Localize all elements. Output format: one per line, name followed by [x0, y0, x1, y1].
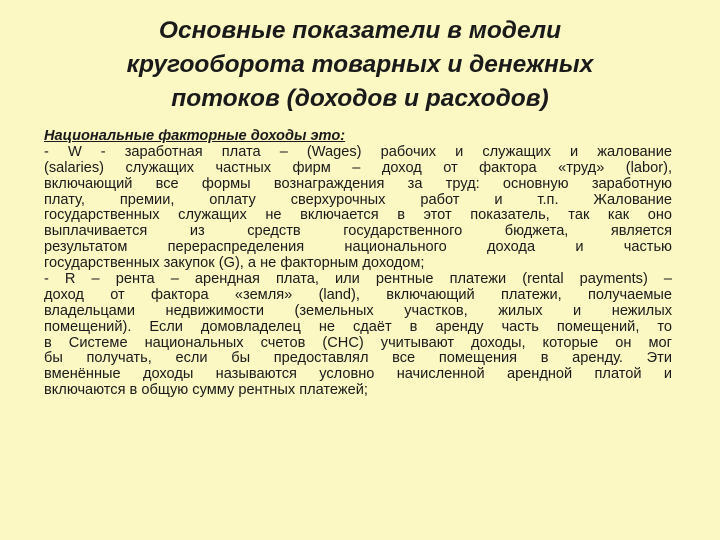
title-line-2: кругооборота товарных и денежных	[126, 51, 594, 78]
body-line-5: государственных служащих не включается в этот показатель, так как оно	[44, 208, 672, 224]
body-line-11: владельцами недвижимости (земельных участков, жилых и нежилых	[44, 303, 672, 319]
body-line-12: помещений). Если домовладелец не сдаёт в аренду часть помещений, то	[44, 319, 672, 335]
body-line-8: государственных закупок (G), а не факторным доходом;	[44, 256, 425, 272]
slide-title	[60, 14, 660, 116]
body-line-1: - W - заработная плата – (Wages) рабочих и служащих и жалование	[44, 144, 672, 160]
title-line-1: Основные показатели в модели	[158, 17, 562, 44]
body-line-15: вменённые доходы называются условно начисленной арендной платой и	[44, 367, 672, 383]
body-line-14: бы получать, если бы предоставлял все помещения в аренду. Эти	[44, 351, 672, 367]
body-line-13: в Системе национальных счетов (СНС) учитывают доходы, которые он мог	[44, 335, 672, 351]
body-line-2: (salaries) служащих частных фирм – доход от фактора «труд» (labor),	[44, 160, 672, 176]
body-line-10: доход от фактора «земля» (land), включающий платежи, получаемые	[44, 287, 672, 303]
title-line-3: потоков (доходов и расходов)	[171, 85, 549, 112]
body-line-9: - R – рента – арендная плата, или рентные платежи (rental payments) –	[44, 272, 672, 288]
body-line-4: плату, премии, оплату сверхурочных работ и т.п. Жалование	[44, 192, 672, 208]
section-heading: Национальные факторные доходы это:	[44, 129, 346, 144]
body-line-16: включаются в общую сумму рентных платежей;	[44, 383, 368, 399]
body-line-3: включающий все формы вознаграждения за труд: основную заработную	[44, 176, 672, 192]
body-text	[44, 129, 672, 399]
body-line-7: результатом перераспределения национального дохода и частью	[44, 240, 672, 256]
body-line-6: выплачивается из средств государственного бюджета, является	[44, 224, 672, 240]
